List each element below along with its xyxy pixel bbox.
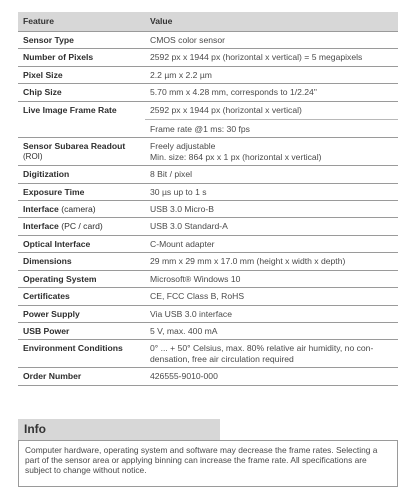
feature-note: (ROI): [23, 151, 43, 161]
info-text: Computer hardware, operating system and software may decrease the frame rates. Selecting a part of the sensor area or applying binning can increase the frame rate. All specifications are subject to change without notice.: [18, 440, 398, 487]
value-cell: [145, 340, 398, 368]
feature-cell: Power Supply: [18, 305, 145, 322]
value-cell: Via USB 3.0 interface: [145, 305, 398, 322]
value-cell: USB 3.0 Micro-B: [145, 201, 398, 218]
value-cell: USB 3.0 Standard-A: [145, 218, 398, 235]
value-cell: 5 V, max. 400 mA: [145, 322, 398, 339]
table-row: [18, 340, 398, 368]
table-row: [18, 253, 398, 270]
value-cell: CMOS color sensor: [145, 32, 398, 49]
feature-cell: Digitization: [18, 166, 145, 183]
table-row: [18, 49, 398, 66]
feature-cell: Chip Size: [18, 84, 145, 101]
feature-cell: Pixel Size: [18, 66, 145, 83]
value-cell: 5.70 mm x 4.28 mm, corresponds to 1/2.24": [145, 84, 398, 101]
value-cell: 8 Bit / pixel: [145, 166, 398, 183]
value-cell: [145, 101, 398, 138]
feature-note: (PC / card): [61, 221, 103, 232]
value-line: Frame rate @1 ms: 30 fps: [150, 124, 250, 135]
value-cell: 30 µs up to 1 s: [145, 183, 398, 200]
feature-cell: Environment Conditions: [18, 340, 145, 368]
value-cell: CE, FCC Class B, RoHS: [145, 288, 398, 305]
table-row: [18, 368, 398, 385]
value-line: 2592 px x 1944 px (horizontal x vertical): [145, 105, 398, 120]
table-row: [18, 32, 398, 49]
value-line: Min. size: 864 px x 1 px (horizontal x vertical): [150, 151, 322, 162]
value-cell: 2592 px x 1944 px (horizontal x vertical) = 5 megapixels: [145, 49, 398, 66]
specifications-table: [18, 12, 398, 386]
feature-note: (camera): [61, 204, 96, 215]
table-row: [18, 305, 398, 322]
feature-cell: USB Power: [18, 322, 145, 339]
value-cell: 426555-9010-000: [145, 368, 398, 385]
feature-cell: Live Image Frame Rate: [18, 101, 145, 138]
table-row: [18, 270, 398, 287]
feature-cell: Exposure Time: [18, 183, 145, 200]
header-value: Value: [145, 12, 398, 32]
feature-label: Interface: [23, 204, 59, 215]
value-cell: 2.2 µm x 2.2 µm: [145, 66, 398, 83]
table-row: [18, 101, 398, 138]
header-feature: Feature: [18, 12, 145, 32]
info-title: Info: [18, 419, 220, 440]
table-row: [18, 288, 398, 305]
feature-cell: Certificates: [18, 288, 145, 305]
info-box: [18, 419, 398, 487]
value-line: densation, free air circulation required: [150, 353, 294, 364]
table-row: [18, 322, 398, 339]
table-row: [18, 218, 398, 235]
feature-cell: [18, 218, 145, 235]
value-line: 0° ... + 50° Celsius, max. 80% relative air humidity, no con-: [150, 343, 374, 354]
feature-cell: Number of Pixels: [18, 49, 145, 66]
feature-cell: Sensor Type: [18, 32, 145, 49]
table-row: [18, 235, 398, 252]
table-row: [18, 84, 398, 101]
value-cell: 29 mm x 29 mm x 17.0 mm (height x width x depth): [145, 253, 398, 270]
value-cell: [145, 138, 398, 166]
feature-label: Interface: [23, 221, 59, 232]
value-line: Freely adjustable: [150, 141, 216, 152]
value-cell: C-Mount adapter: [145, 235, 398, 252]
feature-label: Sensor Subarea Readout: [23, 141, 126, 152]
feature-cell: Optical Interface: [18, 235, 145, 252]
table-row: [18, 201, 398, 218]
feature-cell: [18, 201, 145, 218]
table-row: [18, 138, 398, 166]
table-header-row: [18, 12, 398, 32]
feature-cell: Order Number: [18, 368, 145, 385]
feature-cell: [18, 138, 145, 166]
value-cell: Microsoft® Windows 10: [145, 270, 398, 287]
table-row: [18, 66, 398, 83]
table-row: [18, 166, 398, 183]
table-row: [18, 183, 398, 200]
feature-cell: Operating System: [18, 270, 145, 287]
feature-cell: Dimensions: [18, 253, 145, 270]
